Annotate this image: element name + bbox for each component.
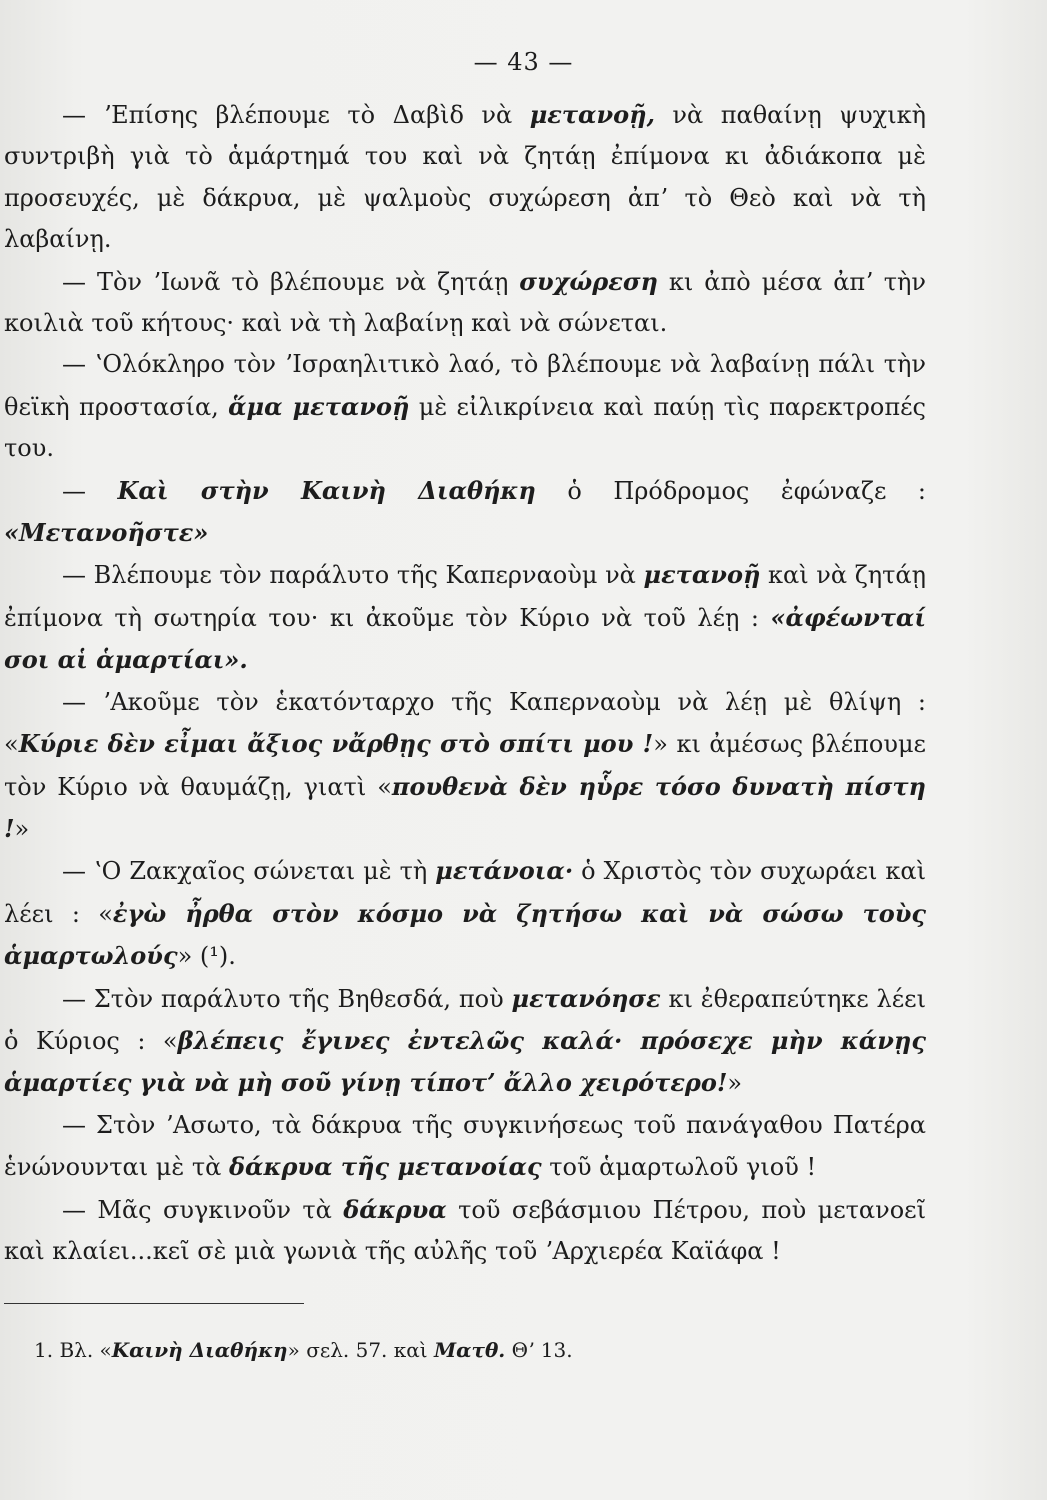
emphasized-text: «Μετανοῆστε» (4, 518, 209, 548)
text-run: — Τὸν ʼΙωνᾶ τὸ βλέπουμε νὰ ζητάῃ (62, 267, 520, 296)
text-run: κι ἀπὸ μέσα ἀπʼ τὴν κοιλιὰ τοῦ κήτους· καὶ νὰ τὴ λαβαίνῃ καὶ νὰ σώνεται. (4, 267, 927, 338)
emphasized-text: Καὶ στὴν Καινὴ Διαθήκη (117, 475, 536, 505)
text-run: — Στὸν ʼΑσωτο, τὰ δάκρυα τῆς συγκινήσεως τοῦ πανάγαθου Πατέρα ἑνώνουνται μὲ τὰ (4, 1110, 926, 1182)
text-run: — Βλέπουμε τὸν παράλυτο τῆς Καπερναοὺμ νὰ (62, 561, 644, 590)
text-run: Θʼ 13. (505, 1338, 573, 1362)
text-run: ὁ Πρόδρομος ἐφώναζε : (535, 476, 927, 505)
paragraph-centurion (4, 682, 926, 851)
emphasized-text: πουθενὰ δὲν ηὗρε τόσο δυνατὴ πίστη ! (4, 771, 926, 843)
text-run: ὁ Χριστὸς τὸν συχωράει καὶ λέει : « (4, 857, 926, 928)
text-run: — ʽΟ Ζακχαῖος σώνεται μὲ τὴ (62, 857, 436, 886)
text-run: — ʼΑκοῦμε τὸν ἑκατόνταρχο τῆς Καπερναοὺμ νὰ λέῃ μὲ θλίψη : « (4, 687, 926, 759)
emphasized-text: δάκρυα τῆς μετανοίας (229, 1152, 542, 1182)
paragraph-paralytic-bethesda (4, 978, 926, 1105)
emphasized-text: «ἀφέωνταί σοι αἱ ἁμαρτίαι». (4, 602, 926, 675)
text-run: καὶ νὰ ζητάῃ ἐπίμονα τὴ σωτηρία του· κι ἀκοῦμε τὸν Κύριο νὰ τοῦ λέῃ : (4, 561, 926, 632)
text-run: — Στὸν παράλυτο τῆς Βηθεσδά, ποὺ (62, 984, 512, 1013)
paragraph-david (4, 94, 926, 261)
paragraph-paralytic-capernaum (4, 554, 926, 681)
footnote (34, 1336, 934, 1364)
emphasized-text: δάκρυα (343, 1194, 447, 1224)
text-run: μὲ εἰλικρίνεια καὶ παύῃ τὶς παρεκτροπές του. (4, 392, 926, 463)
emphasized-text: μετανοῇ, (529, 100, 655, 129)
paragraph-forerunner (4, 470, 926, 555)
paragraph-jonah (4, 261, 926, 345)
emphasized-text: μετάνοια· (435, 856, 574, 886)
emphasized-text: βλέπεις ἔγινες ἐντελῶς καλά· πρόσεχε μὴν κάνῃς ἁμαρτίες γιὰ νὰ μὴ σοῦ γίνῃ τίποτʼ ἄλλο χειρότερο! (4, 1025, 926, 1098)
paragraph-israelite-people (4, 344, 926, 469)
text-run: » (¹). (177, 942, 236, 971)
text-run: » κι ἀμέσως βλέπουμε τὸν Κύριο νὰ θαυμάζῃ, γιατὶ « (4, 730, 926, 801)
text-run: — Μᾶς συγκινοῦν τὰ (62, 1195, 344, 1224)
emphasized-text: ἐγὼ ἦρθα στὸν κόσμο νὰ ζητήσω καὶ νὰ σώσω τοὺς ἁμαρτωλούς (4, 898, 927, 971)
text-run: κι ἐθεραπεύτηκε λέει ὁ Κύριος : « (4, 984, 927, 1055)
emphasized-text: Ματθ. (433, 1338, 506, 1362)
emphasized-text: μετανόησε (511, 983, 661, 1013)
emphasized-text: Κύριε δὲν εἶμαι ἄξιος νἄρθῃς στὸ σπίτι μου ! (18, 729, 654, 759)
page-body (4, 94, 926, 1272)
text-run: τοῦ σεβάσμιου Πέτρου, ποὺ μετανοεῖ καὶ κλαίει...κεῖ σὲ μιὰ γωνιὰ τῆς αὐλῆς τοῦ ʼΑρχιερέα Καϊάφα ! (4, 1195, 926, 1265)
emphasized-text: μετανοῇ (643, 560, 761, 590)
text-run: νὰ παθαίνῃ ψυχικὴ συντριβὴ γιὰ τὸ ἁμάρτημά του καὶ νὰ ζητάῃ ἐπίμονα κι ἀδιάκοπα μὲ προσευχές, μὲ δάκρυα, μὲ ψαλμοὺς συχώρεση ἀπʼ τὸ Θεὸ καὶ νὰ τὴ λαβαίνῃ. (4, 101, 926, 254)
paragraph-prodigal-son (4, 1105, 926, 1189)
emphasized-text: Καινὴ Διαθήκη (111, 1338, 288, 1362)
text-run: » (727, 1069, 743, 1098)
paragraph-peter-tears (4, 1189, 926, 1273)
text-run: — ʼΕπίσης βλέπουμε τὸ Δαβὶδ νὰ (62, 101, 530, 129)
emphasized-text: ἅμα μετανοῇ (228, 391, 410, 421)
text-run: » (14, 814, 30, 843)
paragraph-zacchaeus (4, 850, 926, 977)
text-run: » σελ. 57. καὶ (287, 1338, 434, 1362)
text-run: τοῦ ἁμαρτωλοῦ γιοῦ ! (541, 1153, 817, 1182)
text-run: — ʽΟλόκληρο τὸν ʼΙσραηλιτικὸ λαό, τὸ βλέπουμε νὰ λαβαίνῃ πάλι τὴν θεϊκὴ προστασία, (4, 350, 926, 421)
footnote-divider (4, 1303, 304, 1304)
emphasized-text: συχώρεση (519, 266, 658, 296)
text-run: — (62, 476, 118, 505)
page-number: — 43 — (473, 48, 574, 76)
text-run: 1. Βλ. « (34, 1338, 112, 1362)
